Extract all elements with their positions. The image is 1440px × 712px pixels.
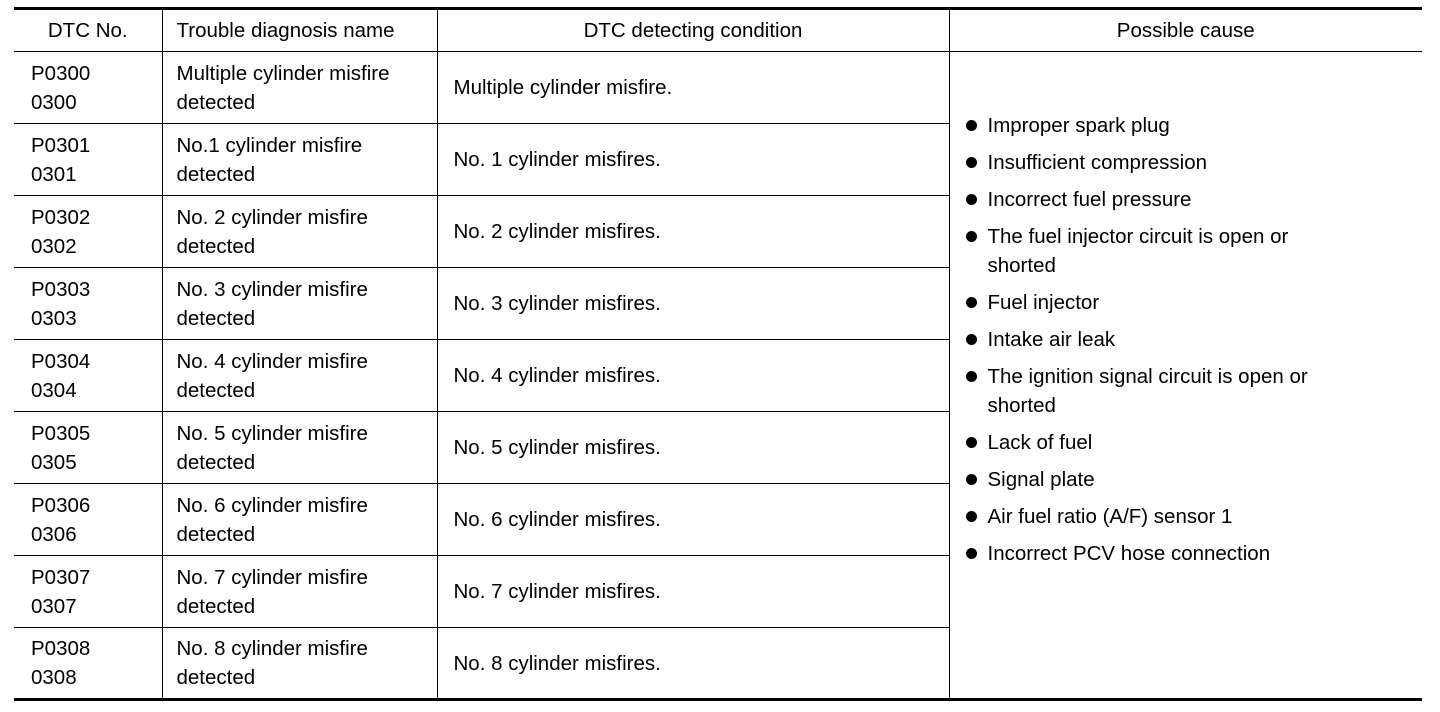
diagnosis-name-line: detected — [176, 306, 256, 330]
detecting-condition-cell: No. 6 cylinder misfires. — [437, 484, 949, 556]
diagnosis-name-cell — [162, 556, 437, 628]
detecting-condition-cell: No. 8 cylinder misfires. — [437, 628, 949, 700]
dtc-number-cell — [14, 52, 162, 124]
diagnosis-name-cell — [162, 412, 437, 484]
possible-cause-line: Insufficient compression — [987, 150, 1208, 174]
possible-cause-text — [988, 148, 1423, 177]
dtc-number-cell — [14, 484, 162, 556]
header-possible-cause: Possible cause — [949, 9, 1422, 52]
diagnosis-name-line: detected — [176, 522, 256, 546]
diagnosis-name-line: detected — [176, 162, 256, 186]
dtc-code: P0307 — [31, 565, 91, 589]
possible-cause-line: Fuel injector — [987, 290, 1100, 314]
possible-cause-item — [966, 428, 1423, 457]
possible-cause-line: The fuel injector circuit is open or — [987, 224, 1289, 248]
diagnosis-name-line: No. 2 cylinder misfire — [176, 205, 368, 229]
diagnosis-name-cell — [162, 196, 437, 268]
dtc-code-short: 0302 — [31, 234, 77, 258]
header-detecting-condition: DTC detecting condition — [437, 9, 949, 52]
diagnosis-name-line: No. 7 cylinder misfire — [176, 565, 368, 589]
dtc-code: P0305 — [31, 421, 91, 445]
possible-cause-text — [988, 111, 1423, 140]
bullet-icon — [966, 194, 977, 205]
diagnosis-name-line: detected — [176, 90, 256, 114]
dtc-number-cell — [14, 340, 162, 412]
diagnosis-name-cell — [162, 628, 437, 700]
possible-cause-item — [966, 502, 1423, 531]
diagnosis-name-line: No. 8 cylinder misfire — [176, 637, 368, 660]
dtc-code: P0301 — [31, 133, 91, 157]
bullet-icon — [966, 297, 977, 308]
dtc-number-cell — [14, 124, 162, 196]
possible-cause-line: Incorrect fuel pressure — [987, 187, 1192, 211]
dtc-code: P0302 — [31, 205, 91, 229]
detecting-condition-cell: No. 5 cylinder misfires. — [437, 412, 949, 484]
diagnosis-name-line: detected — [176, 666, 256, 689]
possible-cause-item — [966, 222, 1423, 280]
dtc-code-short: 0303 — [31, 306, 77, 330]
dtc-code-short: 0307 — [31, 594, 77, 618]
dtc-code: P0300 — [31, 61, 91, 85]
possible-cause-item — [966, 288, 1423, 317]
diagnosis-name-cell — [162, 52, 437, 124]
dtc-table — [14, 7, 1422, 701]
diagnosis-name-line: No. 6 cylinder misfire — [176, 493, 368, 517]
bullet-icon — [966, 157, 977, 168]
dtc-code-short: 0308 — [31, 666, 77, 689]
diagnosis-name-line: detected — [176, 594, 256, 618]
dtc-code: P0304 — [31, 349, 91, 373]
diagnosis-name-line: detected — [176, 234, 256, 258]
bullet-icon — [966, 437, 977, 448]
diagnosis-name-line: detected — [176, 378, 256, 402]
bullet-icon — [966, 548, 977, 559]
possible-cause-line: Air fuel ratio (A/F) sensor 1 — [987, 504, 1233, 528]
possible-cause-text — [988, 502, 1423, 531]
possible-cause-item — [966, 362, 1423, 420]
dtc-code-short: 0304 — [31, 378, 77, 402]
dtc-number-cell — [14, 628, 162, 700]
diagnosis-name-line: No. 3 cylinder misfire — [176, 277, 368, 301]
bullet-icon — [966, 371, 977, 382]
possible-cause-item — [966, 185, 1423, 214]
diagnosis-name-line: No.1 cylinder misfire — [176, 133, 363, 157]
bullet-icon — [966, 474, 977, 485]
possible-cause-line: shorted — [987, 253, 1056, 277]
diagnosis-name-line: Multiple cylinder misfire — [176, 61, 390, 85]
dtc-code-short: 0300 — [31, 90, 77, 114]
possible-cause-text — [988, 428, 1423, 457]
detecting-condition-cell: No. 1 cylinder misfires. — [437, 124, 949, 196]
header-dtc-no: DTC No. — [14, 9, 162, 52]
bullet-icon — [966, 334, 977, 345]
detecting-condition-cell: No. 7 cylinder misfires. — [437, 556, 949, 628]
possible-cause-line: The ignition signal circuit is open or — [987, 364, 1308, 388]
dtc-number-cell — [14, 268, 162, 340]
detecting-condition-cell: No. 2 cylinder misfires. — [437, 196, 949, 268]
possible-cause-text — [988, 539, 1423, 568]
possible-cause-text — [988, 325, 1423, 354]
table-row — [14, 52, 1422, 124]
diagnosis-name-cell — [162, 484, 437, 556]
table-header-row — [14, 9, 1422, 52]
possible-cause-text — [988, 288, 1423, 317]
dtc-code-short: 0305 — [31, 450, 77, 474]
dtc-number-cell — [14, 412, 162, 484]
dtc-code-short: 0306 — [31, 522, 77, 546]
possible-cause-item — [966, 539, 1423, 568]
dtc-number-cell — [14, 196, 162, 268]
possible-cause-line: Lack of fuel — [987, 430, 1093, 454]
possible-cause-text — [988, 222, 1423, 280]
detecting-condition-cell: No. 3 cylinder misfires. — [437, 268, 949, 340]
possible-cause-item — [966, 465, 1423, 494]
dtc-number-cell — [14, 556, 162, 628]
possible-cause-line: Improper spark plug — [987, 113, 1170, 137]
possible-cause-cell — [949, 52, 1422, 700]
possible-cause-item — [966, 148, 1423, 177]
possible-cause-text — [988, 185, 1423, 214]
possible-cause-line: Signal plate — [987, 467, 1095, 491]
diagnosis-name-line: No. 4 cylinder misfire — [176, 349, 368, 373]
possible-cause-item — [966, 111, 1423, 140]
bullet-icon — [966, 511, 977, 522]
possible-cause-line: Intake air leak — [987, 327, 1116, 351]
diagnosis-name-cell — [162, 124, 437, 196]
dtc-code: P0308 — [31, 637, 91, 660]
possible-cause-text — [988, 362, 1423, 420]
bullet-icon — [966, 120, 977, 131]
detecting-condition-cell: Multiple cylinder misfire. — [437, 52, 949, 124]
diagnosis-name-cell — [162, 268, 437, 340]
dtc-code: P0303 — [31, 277, 91, 301]
diagnosis-name-line: No. 5 cylinder misfire — [176, 421, 368, 445]
detecting-condition-cell: No. 4 cylinder misfires. — [437, 340, 949, 412]
dtc-code: P0306 — [31, 493, 91, 517]
bullet-icon — [966, 231, 977, 242]
possible-cause-list — [966, 111, 1423, 568]
diagnosis-name-cell — [162, 340, 437, 412]
header-diagnosis-name: Trouble diagnosis name — [162, 9, 437, 52]
dtc-code-short: 0301 — [31, 162, 77, 186]
possible-cause-text — [988, 465, 1423, 494]
possible-cause-item — [966, 325, 1423, 354]
possible-cause-line: Incorrect PCV hose connection — [987, 541, 1271, 565]
possible-cause-line: shorted — [987, 393, 1056, 417]
diagnosis-name-line: detected — [176, 450, 256, 474]
